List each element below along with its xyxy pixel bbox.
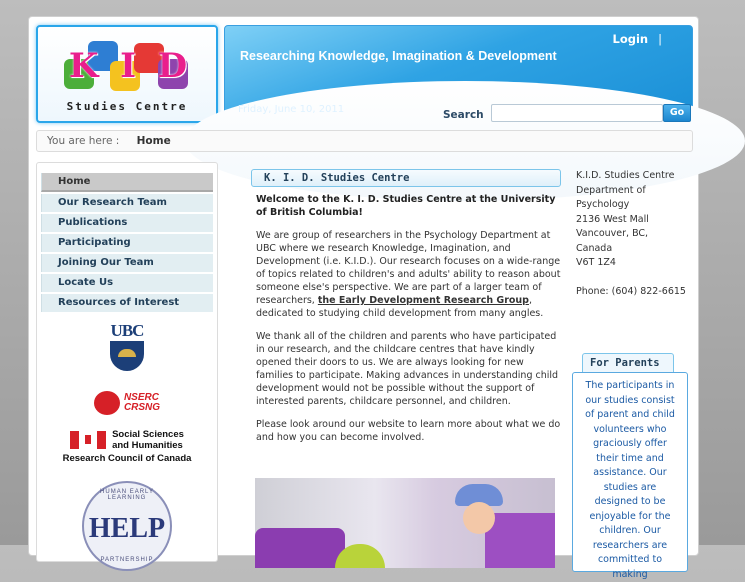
- breadcrumb: [36, 130, 693, 152]
- thanks-paragraph: We thank all of the children and parents who have participated in our research, and the childcare centres that have kindly opened their doors to us. We are always looking for new families to participate. Making advances in understanding child development would not be possible without the support of interested parents, childcare personnel, and children.: [256, 331, 559, 407]
- logo-subtitle: Studies Centre: [66, 100, 188, 113]
- nserc-logo[interactable]: [37, 391, 217, 415]
- logo-letters: [58, 39, 198, 93]
- sshrc-line-1: Social Sciences: [112, 429, 184, 440]
- sidebar-item-publications[interactable]: Publications: [41, 214, 213, 232]
- sidebar-item-locate-us[interactable]: Locate Us: [41, 274, 213, 292]
- canada-flag-icon: [70, 431, 106, 449]
- help-ring-text-bottom: PARTNERSHIP: [100, 557, 154, 563]
- address-line-4: 2136 West Mall: [576, 213, 649, 225]
- main-content: [251, 169, 561, 444]
- sidebar-item-resources[interactable]: Resources of Interest: [41, 294, 213, 312]
- ubc-logo-text: UBC: [110, 321, 144, 340]
- login-separator: |: [658, 32, 662, 46]
- sshrc-line-3: Research Council of Canada: [62, 453, 192, 464]
- ubc-logo[interactable]: [37, 321, 217, 371]
- sshrc-logo-text: [112, 429, 184, 451]
- search-input[interactable]: [491, 104, 663, 122]
- logo-letter-i: I: [120, 46, 136, 86]
- intro-paragraph-after: , dedicated to studying child development from many angles.: [256, 295, 544, 319]
- sshrc-logo[interactable]: [37, 429, 217, 464]
- search-go-button[interactable]: Go: [663, 104, 691, 122]
- contact-address: [576, 169, 691, 299]
- address-line-6: Canada: [576, 242, 613, 254]
- sidebar: [36, 162, 218, 562]
- nserc-line-2: CRSNG: [123, 402, 161, 413]
- page-title: K. I. D. Studies Centre: [251, 169, 561, 187]
- current-date: Friday, June 10, 2011: [238, 104, 345, 115]
- maple-leaf-icon: [94, 391, 120, 415]
- sidebar-nav: [41, 173, 213, 314]
- header-banner: [224, 25, 693, 123]
- login-area: [613, 32, 662, 46]
- breadcrumb-prefix: You are here :: [47, 135, 120, 147]
- page-container: [28, 16, 699, 580]
- look-around-paragraph: Please look around our website to learn more about what we do and how you can become involved.: [256, 419, 561, 443]
- breadcrumb-current[interactable]: Home: [136, 135, 171, 147]
- welcome-text: Welcome to the K. I. D. Studies Centre at the University of British Columbia!: [256, 194, 556, 218]
- nserc-logo-text: [124, 393, 160, 413]
- sidebar-item-participating[interactable]: Participating: [41, 234, 213, 252]
- logo-letter-k: K: [68, 46, 99, 86]
- nserc-line-1: NSERC: [123, 392, 159, 403]
- ubc-shield-icon: [110, 341, 144, 371]
- sidebar-item-joining-team[interactable]: Joining Our Team: [41, 254, 213, 272]
- logo-letter-d: D: [157, 46, 188, 86]
- site-tagline: Researching Knowledge, Imagination & Development: [240, 49, 557, 63]
- help-logo[interactable]: [37, 481, 217, 571]
- login-link[interactable]: Login: [612, 32, 649, 46]
- sidebar-item-home[interactable]: Home: [41, 173, 213, 192]
- intro-paragraph-before: We are group of researchers in the Psychology Department at UBC where we research Knowledge, Imagination, and Development (i.e. K.I.D.). Our research focuses on a wide-range of topics related to children's and adults' ability to reason about someone else's perspective. We are part of a larger team of researchers,: [256, 230, 561, 306]
- address-line-3: Psychology: [576, 199, 630, 210]
- phone-number: Phone: (604) 822-6615: [576, 285, 686, 297]
- address-line-7: V6T 1Z4: [576, 257, 616, 268]
- sshrc-line-2: and Humanities: [112, 440, 183, 451]
- help-logo-seal: [82, 481, 172, 571]
- address-line-5: Vancouver, BC,: [576, 228, 649, 239]
- address-line-1: K.I.D. Studies Centre: [576, 170, 675, 181]
- search-label: Search: [443, 109, 484, 121]
- site-logo[interactable]: [36, 25, 218, 123]
- sidebar-item-research-team[interactable]: Our Research Team: [41, 194, 213, 212]
- child-photo: [255, 478, 555, 568]
- address-line-2: Department of: [576, 184, 646, 196]
- early-development-link[interactable]: the Early Development Research Group: [317, 295, 529, 306]
- for-parents-title: For Parents: [582, 353, 674, 373]
- sshrc-logo-row: [37, 429, 217, 451]
- help-ring-text: HUMAN EARLY LEARNING: [100, 489, 154, 501]
- help-logo-word: HELP: [88, 513, 166, 544]
- intro-paragraph: [251, 229, 561, 320]
- for-parents-panel: The participants in our studies consist of parent and child volunteers who graciously offer their time and assistance. Our studies are designed to be enjoyable for the children. Our researchers are committed to making: [572, 372, 688, 572]
